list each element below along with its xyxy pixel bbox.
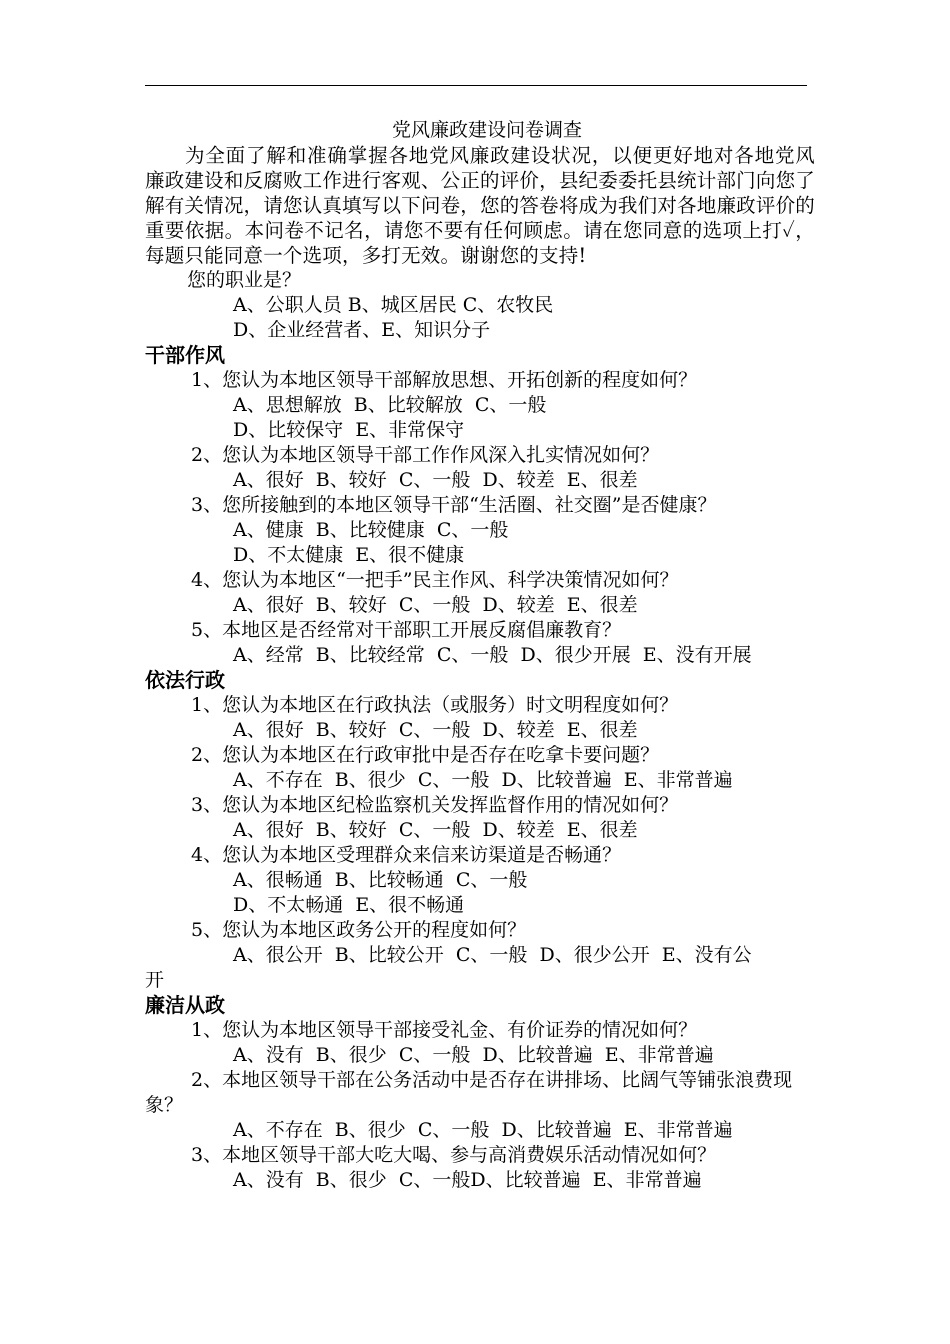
question-options-wrap: 开 [145, 969, 165, 991]
question: 4、您认为本地区受理群众来信来访渠道是否畅通？ [191, 844, 622, 866]
section-heading: 依法行政 [145, 668, 225, 692]
section-heading: 廉洁从政 [145, 993, 225, 1017]
question: 5、本地区是否经常对干部职工开展反腐倡廉教育？ [191, 619, 622, 641]
question-options: A、很好 B、较好 C、一般 D、较差 E、很差 [233, 594, 638, 616]
question-options: A、不存在 B、很少 C、一般 D、比较普遍 E、非常普遍 [233, 769, 733, 791]
header-rule [145, 85, 807, 86]
question: 5、您认为本地区政务公开的程度如何？ [191, 919, 527, 941]
question-options: A、很公开 B、比较公开 C、一般 D、很少公开 E、没有公 [233, 944, 752, 966]
question-options: D、比较保守 E、非常保守 [233, 419, 465, 441]
question-wrapped [145, 1068, 815, 1118]
survey-document [145, 118, 815, 1193]
question: 3、您认为本地区纪检监察机关发挥监督作用的情况如何？ [191, 794, 679, 816]
question-options: A、经常 B、比较经常 C、一般 D、很少开展 E、没有开展 [233, 644, 752, 666]
question: 1、您认为本地区领导干部解放思想、开拓创新的程度如何？ [191, 369, 698, 391]
question-options: A、很好 B、较好 C、一般 D、较差 E、很差 [233, 719, 638, 741]
question-options: A、很畅通 B、比较畅通 C、一般 [233, 869, 528, 891]
question: 1、您认为本地区在行政执法（或服务）时文明程度如何？ [191, 694, 679, 716]
question-options: A、健康 B、比较健康 C、一般 [233, 519, 509, 541]
question: 2、您认为本地区领导干部工作作风深入扎实情况如何？ [191, 444, 660, 466]
question: 4、您认为本地区“一把手”民主作风、科学决策情况如何？ [191, 569, 679, 591]
question-options: A、很好 B、较好 C、一般 D、较差 E、很差 [233, 469, 638, 491]
occupation-question: 您的职业是？ [187, 269, 302, 291]
question-options: D、不太畅通 E、很不畅通 [233, 894, 465, 916]
question-text: 2、本地区领导干部在公务活动中是否存在讲排场、比阔气等铺张浪费现象？ [145, 1069, 793, 1116]
question-options: A、不存在 B、很少 C、一般 D、比较普遍 E、非常普遍 [233, 1119, 733, 1141]
question-options: A、思想解放 B、比较解放 C、一般 [233, 394, 547, 416]
page-title: 党风廉政建设问卷调查 [391, 119, 582, 141]
question: 3、本地区领导干部大吃大喝、参与高消费娱乐活动情况如何？ [191, 1144, 717, 1166]
occupation-options-1: A、公职人员 B、城区居民 C、农牧民 [233, 294, 554, 316]
question-options: A、没有 B、很少 C、一般 D、比较普遍 E、非常普遍 [233, 1044, 714, 1066]
question-options: D、不太健康 E、很不健康 [233, 544, 465, 566]
intro-paragraph: 为全面了解和准确掌握各地党风廉政建设状况，以便更好地对各地党风廉政建设和反腐败工作进行客观、公正的评价，县纪委委托县统计部门向您了解有关情况，请您认真填写以下问卷，您的答卷将成为我们对各地廉政评价的重要依据。本问卷不记名，请您不要有任何顾虑。请在您同意的选项上打✓，每题只能同意一个选项，多打无效。谢谢您的支持! [145, 144, 815, 267]
question: 3、您所接触到的本地区领导干部“生活圈、社交圈”是否健康？ [191, 494, 717, 516]
section-heading: 干部作风 [145, 343, 225, 367]
question: 2、您认为本地区在行政审批中是否存在吃拿卡要问题？ [191, 744, 660, 766]
question: 1、您认为本地区领导干部接受礼金、有价证券的情况如何？ [191, 1019, 698, 1041]
occupation-options-2: D、企业经营者、E、知识分子 [233, 319, 491, 341]
question-options: A、很好 B、较好 C、一般 D、较差 E、很差 [233, 819, 638, 841]
question-options: A、没有 B、很少 C、一般D、比较普遍 E、非常普遍 [233, 1169, 702, 1191]
